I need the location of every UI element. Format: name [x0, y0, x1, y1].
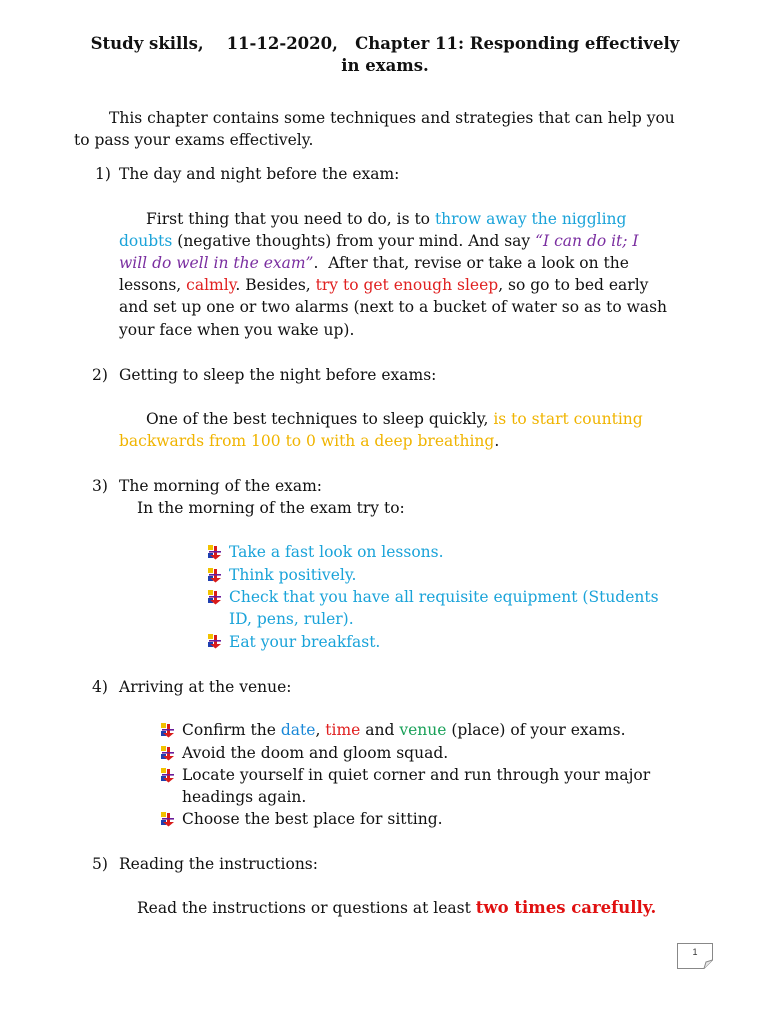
bullet-arrow-icon [207, 544, 223, 560]
text-run: One of the best techniques to sleep quickly, [146, 410, 494, 428]
bullet-arrow-icon [160, 811, 176, 827]
bullet-arrow-icon [207, 567, 223, 583]
section-4-bullet-1 [182, 719, 626, 741]
text-run: . After that, revise or take a look on the [313, 254, 629, 272]
section-1-para-line-2 [119, 230, 639, 252]
section-4-heading: Arriving at the venue: [119, 678, 292, 696]
section-3-heading: The morning of the exam: [119, 477, 323, 495]
section-3-number: 3) [92, 477, 108, 495]
section-3-bullet-3: Check that you have all requisite equipment (Students [229, 588, 659, 606]
venue-highlight: venue [399, 721, 447, 739]
text-run: (negative thoughts) from your mind. And say [172, 232, 536, 250]
section-1-para-line-5: and set up one or two alarms (next to a bucket of water so as to wash [119, 298, 668, 316]
intro-line-2: to pass your exams effectively. [74, 131, 314, 149]
section-2-number: 2) [92, 366, 108, 384]
section-3-subheading: In the morning of the exam try to: [137, 499, 405, 517]
intro-line-1: This chapter contains some techniques and strategies that can help you [109, 109, 675, 127]
time-highlight: time [325, 721, 361, 739]
bullet-arrow-icon [160, 767, 176, 783]
section-4-bullet-2: Avoid the doom and gloom squad. [182, 744, 449, 762]
text-run: , [315, 721, 326, 739]
title-line-2: in exams. [341, 56, 429, 75]
date-highlight: date [280, 721, 316, 739]
text-run: First thing that you need to do, is to [146, 210, 435, 228]
section-2-heading: Getting to sleep the night before exams: [119, 366, 437, 384]
section-1-para-line-6: your face when you wake up). [119, 321, 355, 339]
section-4-bullet-3: Locate yourself in quiet corner and run through your major [182, 766, 651, 784]
section-4-bullet-3-cont: headings again. [182, 788, 307, 806]
highlight-text: backwards from 100 to 0 with a deep breathing [119, 432, 495, 450]
highlight-text: calmly [186, 276, 236, 294]
section-1-para-line-4 [119, 274, 648, 296]
section-2-para-line-1 [146, 408, 643, 430]
highlight-text: throw away the niggling [434, 210, 627, 228]
section-1-para-line-1 [146, 208, 626, 230]
section-3-bullet-2: Think positively. [229, 566, 357, 584]
bullet-arrow-icon [160, 722, 176, 738]
title-line-1: Study skills, 11-12-2020, Chapter 11: Responding effectively [90, 34, 680, 53]
section-3-bullet-3-cont: ID, pens, ruler). [229, 610, 354, 628]
page-number-box [677, 943, 713, 969]
document-title [60, 33, 710, 77]
highlight-text: doubts [119, 232, 173, 250]
section-4-number: 4) [92, 678, 108, 696]
section-1-para-line-3 [119, 252, 629, 274]
text-run: . [494, 432, 500, 450]
section-4-bullet-4: Choose the best place for sitting. [182, 810, 443, 828]
bullet-arrow-icon [207, 633, 223, 649]
section-1-heading: The day and night before the exam: [119, 165, 400, 183]
text-run: (place) of your exams. [446, 721, 626, 739]
text-run: Read the instructions or questions at least [137, 899, 476, 917]
section-5-heading: Reading the instructions: [119, 855, 318, 873]
section-2-para-line-2 [119, 430, 499, 452]
text-run: and [360, 721, 400, 739]
highlight-text: is to start counting [493, 410, 643, 428]
text-run: lessons, [119, 276, 187, 294]
page-number: 1 [692, 947, 698, 957]
section-5-number: 5) [92, 855, 108, 873]
section-3-bullet-4: Eat your breakfast. [229, 633, 381, 651]
text-run: Confirm the [182, 721, 281, 739]
bullet-arrow-icon [207, 589, 223, 605]
text-run: , so go to bed early [498, 276, 649, 294]
emphasis-text: two times carefully. [475, 898, 657, 917]
section-1-number: 1) [95, 165, 111, 183]
section-5-para [137, 897, 656, 919]
text-run: . Besides, [235, 276, 316, 294]
quote-text: will do well in the exam” [119, 254, 314, 272]
highlight-text: try to get enough sleep [315, 276, 499, 294]
quote-text: “I can do it; I [535, 232, 639, 250]
bullet-arrow-icon [160, 745, 176, 761]
section-3-bullet-1: Take a fast look on lessons. [229, 543, 444, 561]
